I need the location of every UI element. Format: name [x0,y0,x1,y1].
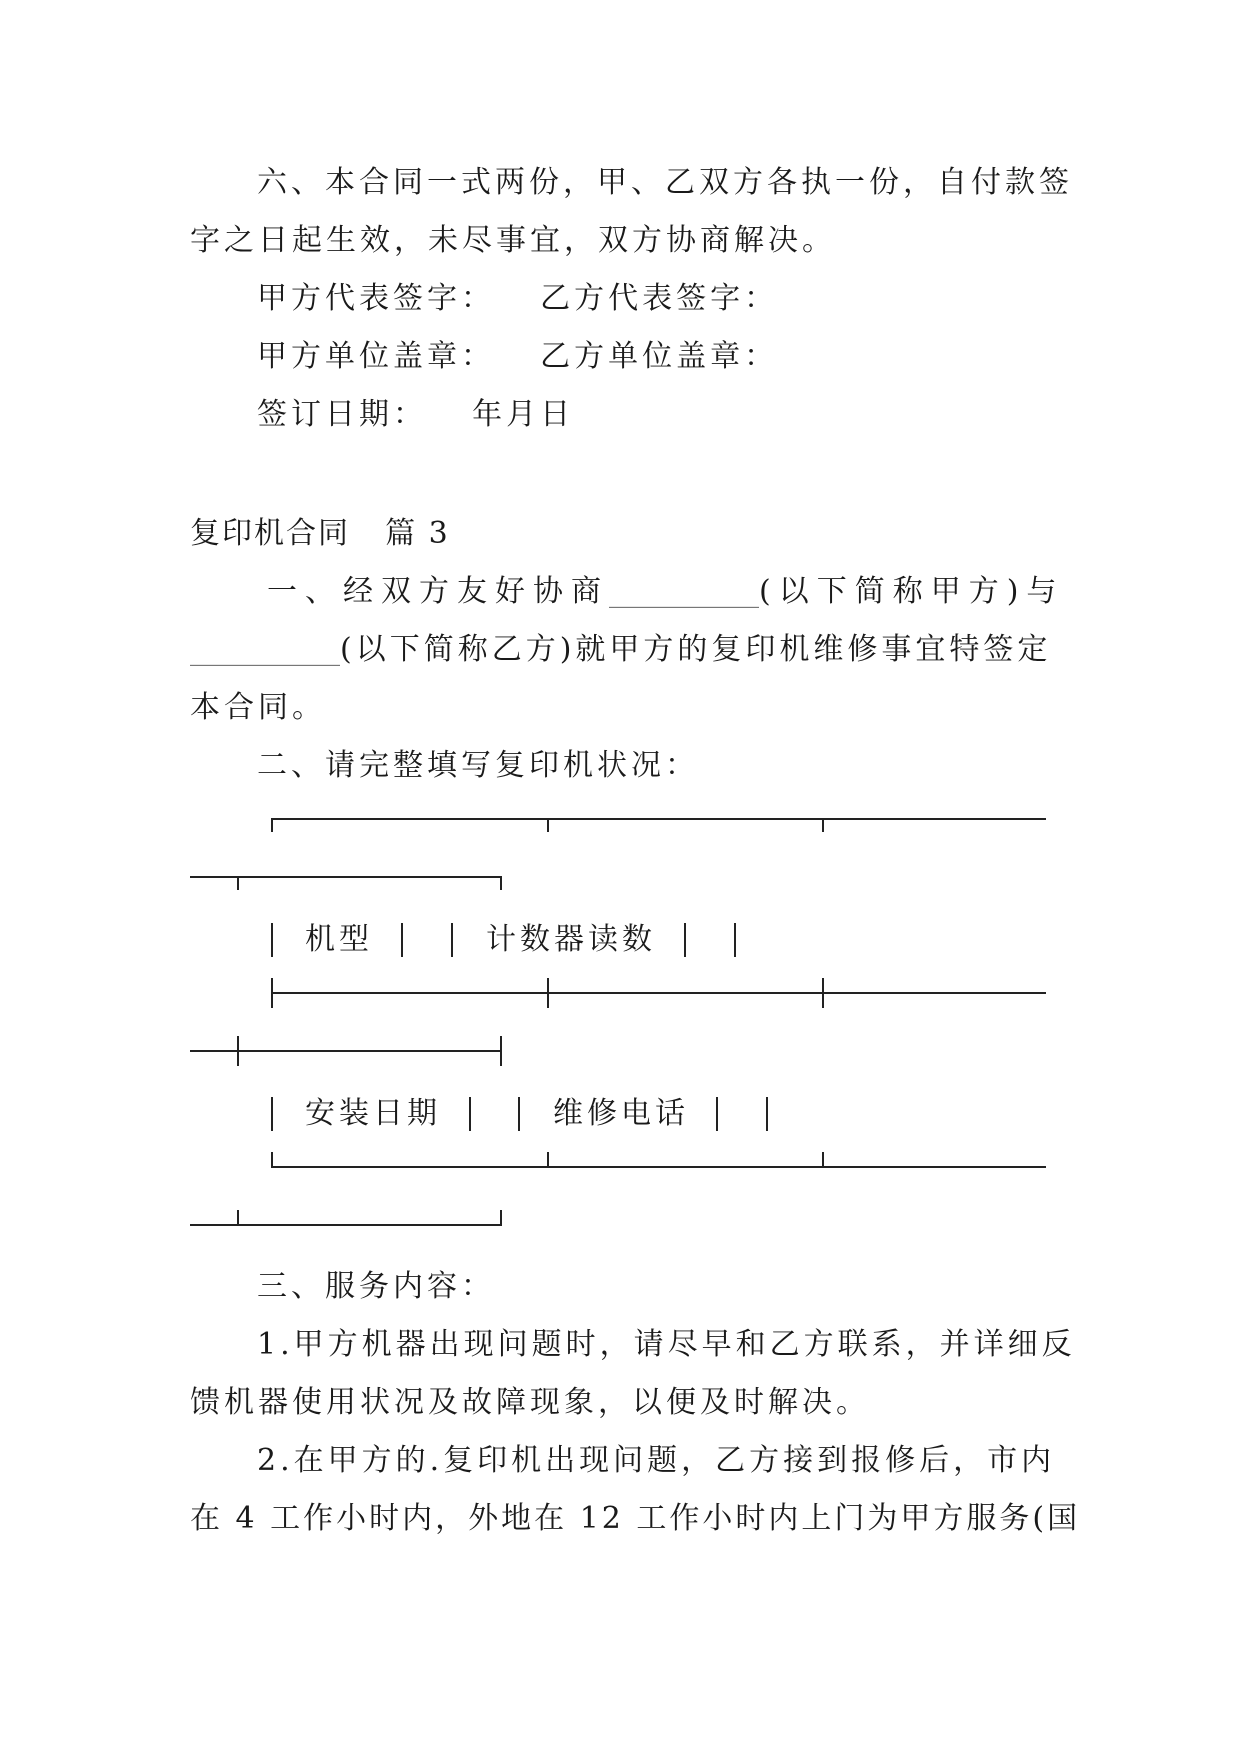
service-item-2-line-1: 2.在甲方的.复印机出现问题，乙方接到报修后，市内 [257,1443,1056,1478]
date-value: 年月日 [472,397,575,432]
table-top-border [271,818,1046,820]
table-corner-top-left [271,818,273,832]
table-mid-border [271,992,1046,994]
section-six-line-1: 六、本合同一式两份，甲、乙双方各执一份，自付款签 [257,165,1073,200]
service-item-1-line-2: 馈机器使用状况及故障现象，以便及时解决。 [190,1385,870,1420]
signature-row-representatives [257,279,778,319]
table-cell-divider [716,1097,718,1131]
party-b-blank: __________ [190,632,340,667]
table-label-model: 机型 [305,922,373,957]
party-b-rep-label: 乙方代表签字： [540,281,779,316]
table-cell-divider [271,1097,273,1131]
table-mid-right [500,1036,502,1066]
table-cell-divider [271,923,273,957]
table-label-install-date: 安装日期 [305,1096,441,1131]
section-six-line-2: 字之日起生效，未尽事宜，双方协商解决。 [190,223,836,258]
section-one-prefix: 一、经双方友好协商 [267,574,609,609]
party-a-rep-label: 甲方代表签字： [257,281,495,316]
table-label-counter: 计数器读数 [486,922,656,957]
contract-part: 篇 3 [385,516,450,551]
table-cell-divider [684,923,686,957]
section-one-rest: (以下简称乙方)就甲方的复印机维修事宜特签定 [340,632,1052,667]
service-item-1-line-1: 1.甲方机器出现问题时，请尽早和乙方联系，并详细反 [257,1327,1076,1362]
section-two-title: 二、请完整填写复印机状况： [257,748,699,783]
table-mid-cross-3 [237,1036,239,1066]
table-top-tee-2 [822,818,824,832]
table-corner-top-right [500,876,502,890]
section-one-line-3: 本合同。 [190,690,326,725]
signature-row-seals [257,337,778,377]
table-bottom-border [271,1166,1046,1168]
table-cell-divider [451,923,453,957]
section-one-mid: (以下简称甲方)与 [759,574,1065,609]
table-mid-cross-1 [547,978,549,1008]
table-cell-divider [518,1097,520,1131]
table-cell-divider [401,923,403,957]
party-a-seal-label: 甲方单位盖章： [257,339,495,374]
table-cell-divider [766,1097,768,1131]
date-label: 签订日期： [257,397,427,432]
party-b-seal-label: 乙方单位盖章： [540,339,779,374]
table-cell-divider [734,923,736,957]
contract-heading [190,514,450,554]
service-item-2-line-2: 在 4 工作小时内，外地在 12 工作小时内上门为甲方服务(国 [190,1501,1081,1536]
table-top-tee-1 [547,818,549,832]
table-cell-divider [469,1097,471,1131]
table-mid-cross-2 [822,978,824,1008]
table-corner-bottom-right [500,1210,502,1226]
table-top-tee-3 [237,876,239,890]
section-three-title: 三、服务内容： [257,1269,495,1304]
party-a-blank: __________ [609,574,759,609]
table-label-repair-phone: 维修电话 [553,1096,689,1131]
section-one-line-1 [267,572,1064,612]
contract-title: 复印机合同 [190,516,350,551]
signature-row-date [257,395,574,435]
table-bottom-tee-1 [547,1152,549,1168]
section-one-line-2 [190,630,1051,670]
table-bottom-tee-2 [822,1152,824,1168]
table-bottom-tee-3 [237,1210,239,1226]
